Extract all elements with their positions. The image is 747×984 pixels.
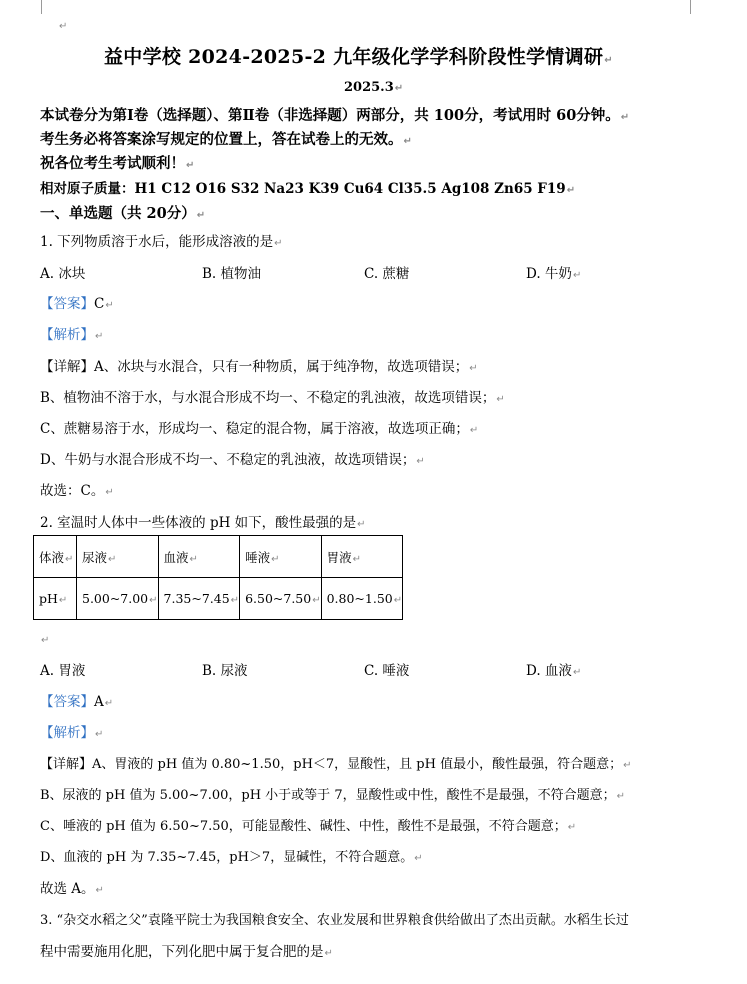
question-1-conclusion: 故选：C。↵ <box>40 483 114 499</box>
crop-mark-left <box>41 0 42 14</box>
paragraph-mark: ↵ <box>59 21 68 32</box>
table-cell: 5.00~7.00↵ <box>77 578 159 620</box>
instruction-line: 祝各位考生考试顺利！↵ <box>40 155 195 172</box>
instruction-line: 考生务必将答案涂写规定的位置上，答在试卷上的无效。↵ <box>40 131 412 148</box>
question-2-analysis-label: 【解析】↵ <box>40 725 104 741</box>
instruction-line: 本试卷分为第Ⅰ卷（选择题）、第Ⅱ卷（非选择题）两部分，共 100分，考试用时 60分钟。↵ <box>40 107 630 124</box>
table-header-cell: 唾液↵ <box>240 536 322 578</box>
question-2-answer: 【答案】A↵ <box>40 694 114 710</box>
question-1-stem: 1. 下列物质溶于水后，能形成溶液的是↵ <box>40 234 283 250</box>
option-c: C. 蔗糖 <box>364 266 410 282</box>
question-1-detail: D、牛奶与水混合形成不均一、不稳定的乳浊液，故选项错误；↵ <box>40 452 425 468</box>
atomic-mass-line: 相对原子质量：H1 C12 O16 S32 Na23 K39 Cu64 Cl35.5 Ag108 Zn65 F19↵ <box>40 181 576 197</box>
paragraph-mark: ↵ <box>41 635 50 646</box>
table-cell: pH↵ <box>34 578 77 620</box>
ph-table <box>33 535 403 620</box>
question-1-detail: B、植物油不溶于水，与水混合形成不均一、不稳定的乳浊液，故选项错误；↵ <box>40 390 505 406</box>
option-b: B. 尿液 <box>202 663 248 679</box>
option-d: D. 血液↵ <box>526 663 582 679</box>
crop-mark-right <box>690 0 691 14</box>
question-3-stem: 3. “杂交水稻之父”袁隆平院士为我国粮食安全、农业发展和世界粮食供给做出了杰出贡献。水稻生长过 <box>40 913 629 928</box>
option-d: D. 牛奶↵ <box>526 266 582 282</box>
question-1-answer: 【答案】C↵ <box>40 296 114 312</box>
section-title: 一、单选题（共 20分）↵ <box>40 205 206 222</box>
question-1-analysis-label: 【解析】↵ <box>40 327 104 343</box>
question-2-stem: 2. 室温时人体中一些体液的 pH 如下，酸性最强的是↵ <box>40 515 366 531</box>
table-header-cell: 血液↵ <box>158 536 240 578</box>
question-3-stem-continued: 程中需要施用化肥，下列化肥中属于复合肥的是↵ <box>40 944 333 960</box>
question-2-detail: B、尿液的 pH 值为 5.00~7.00，pH 小于或等于 7，显酸性或中性，酸性不是最强，不符合题意；↵ <box>40 788 625 803</box>
option-a: A. 胃液 <box>40 663 86 679</box>
table-cell: 7.35~7.45↵ <box>158 578 240 620</box>
table-row <box>34 536 403 578</box>
table-cell: 6.50~7.50↵ <box>240 578 322 620</box>
option-c: C. 唾液 <box>364 663 410 679</box>
question-2-detail: D、血液的 pH 为 7.35~7.45，pH＞7，显碱性，不符合题意。↵ <box>40 850 423 865</box>
option-b: B. 植物油 <box>202 266 262 282</box>
question-2-detail: 【详解】A、胃液的 pH 值为 0.80~1.50，pH＜7，显酸性，且 pH 值最小，酸性最强，符合题意；↵ <box>40 757 632 772</box>
question-2-conclusion: 故选 A。↵ <box>40 881 104 897</box>
table-header-cell: 尿液↵ <box>77 536 159 578</box>
table-header-cell: 体液↵ <box>34 536 77 578</box>
table-cell: 0.80~1.50↵ <box>321 578 403 620</box>
table-row <box>34 578 403 620</box>
page-title: 益中学校 2024-2025-2 九年级化学学科阶段性学情调研↵ <box>104 46 613 68</box>
table-header-cell: 胃液↵ <box>321 536 403 578</box>
option-a: A. 冰块 <box>40 266 86 282</box>
question-1-detail: 【详解】A、冰块与水混合，只有一种物质，属于纯净物，故选项错误；↵ <box>40 359 478 375</box>
exam-date: 2025.3↵ <box>344 80 404 95</box>
question-2-detail: C、唾液的 pH 值为 6.50~7.50，可能显酸性、碱性、中性，酸性不是最强，不符合题意；↵ <box>40 819 577 834</box>
question-1-detail: C、蔗糖易溶于水，形成均一、稳定的混合物，属于溶液，故选项正确；↵ <box>40 421 479 437</box>
